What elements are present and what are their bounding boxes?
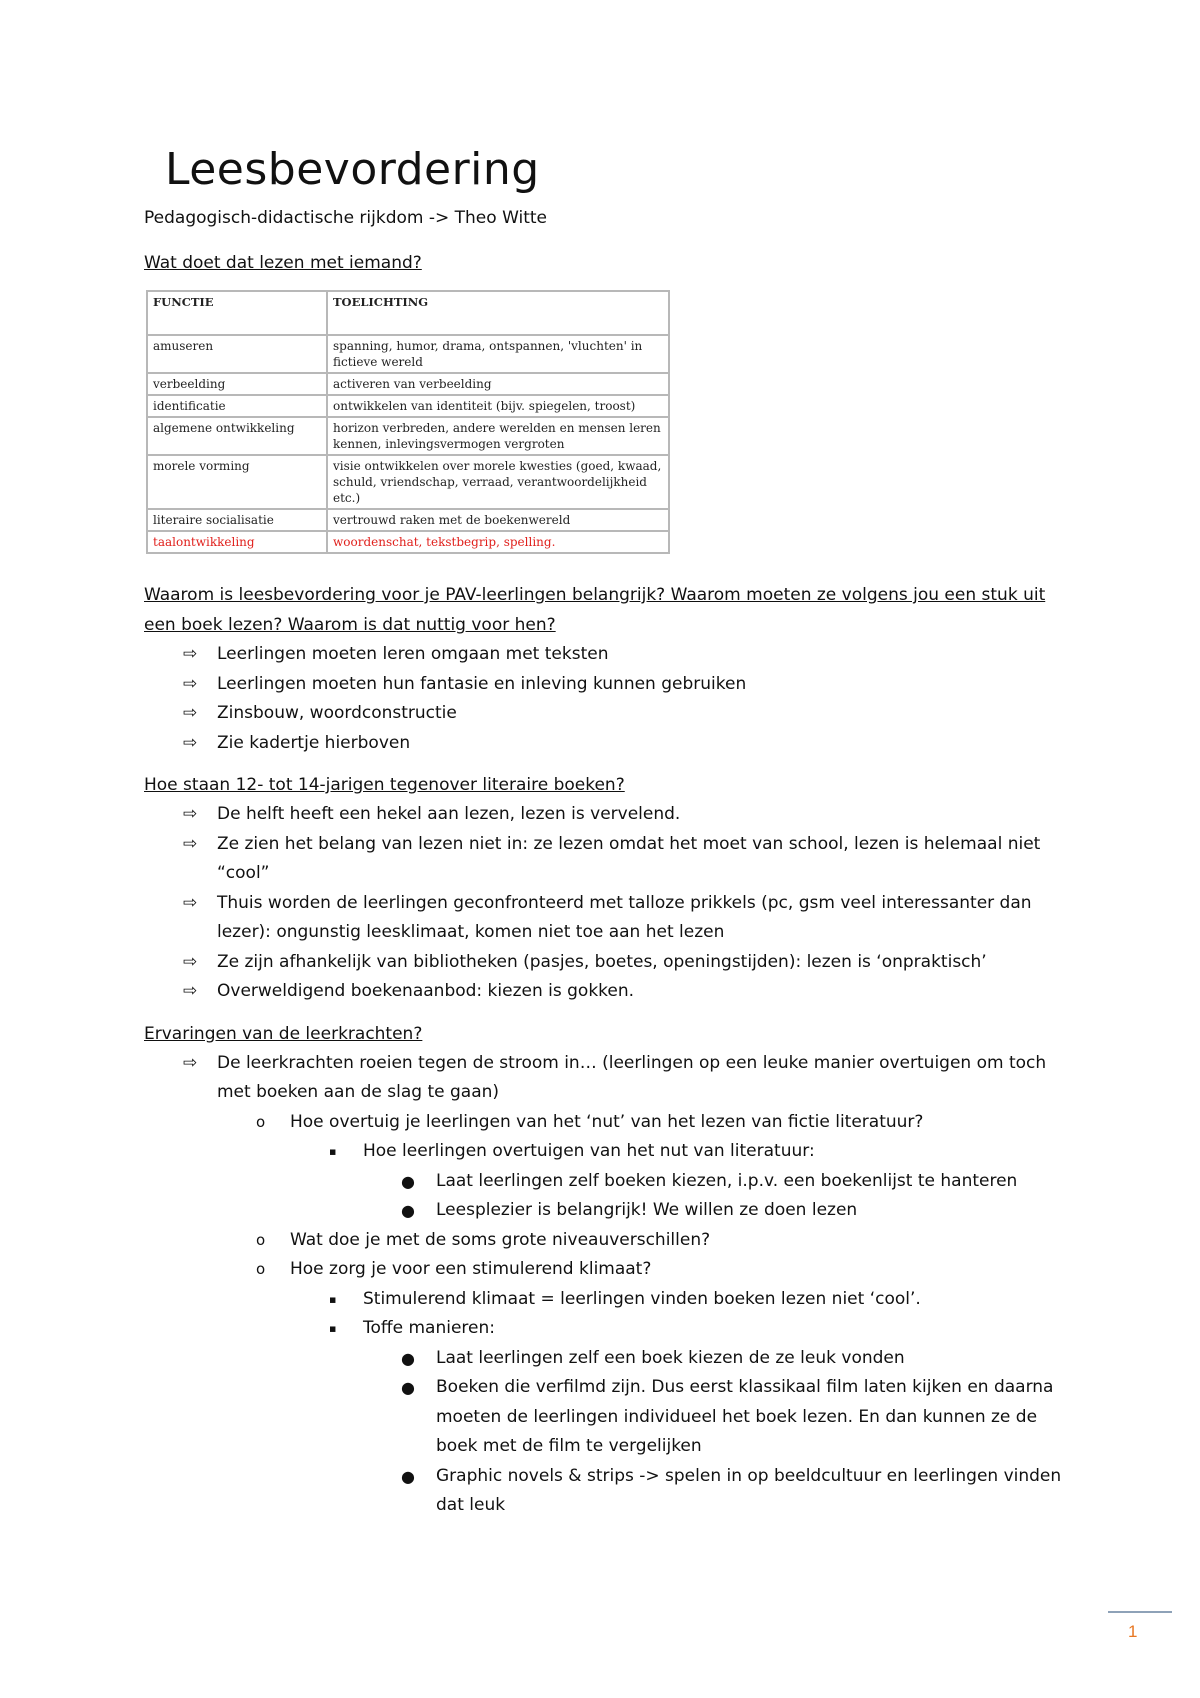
- list-item: ▪ Stimulerend klimaat = leerlingen vinden boeken lezen niet ‘cool’.: [144, 1285, 1064, 1315]
- circle-bullet-icon: o: [256, 1230, 266, 1249]
- page-title: Leesbevordering: [165, 144, 540, 195]
- sub-list: [144, 1137, 1064, 1167]
- list-item: ⇨ De leerkrachten roeien tegen de stroom in… (leerlingen op een leuke manier overtuigen om toch met boeken aan de slag te gaan): [144, 1049, 1064, 1108]
- list-item: ⇨ Overweldigend boekenaanbod: kiezen is gokken.: [144, 977, 1064, 1007]
- section2-list: [144, 640, 1064, 758]
- bullet-icon: ●: [401, 1171, 415, 1191]
- table-row: [147, 417, 669, 455]
- list-item: ● Boeken die verfilmd zijn. Dus eerst klassikaal film laten kijken en daarna moeten de leerlingen individueel het boek lezen. En dan kunnen ze de boek met de film te vergelijken: [144, 1373, 1064, 1462]
- list-item: ● Leesplezier is belangrijk! We willen ze doen lezen: [144, 1196, 1064, 1226]
- table-header-cell: TOELICHTING: [327, 291, 669, 335]
- table-cell: woordenschat, tekstbegrip, spelling.: [327, 531, 669, 553]
- table-cell: visie ontwikkelen over morele kwesties (goed, kwaad, schuld, vriendschap, verraad, verantwoordelijkheid etc.): [327, 455, 669, 509]
- table-cell: algemene ontwikkeling: [147, 417, 327, 455]
- table-cell: literaire socialisatie: [147, 509, 327, 531]
- list-item: ⇨ Leerlingen moeten leren omgaan met teksten: [144, 640, 1064, 670]
- footer-divider: [1108, 1611, 1172, 1613]
- table-row-highlighted: [147, 531, 669, 553]
- table-cell: vertrouwd raken met de boekenwereld: [327, 509, 669, 531]
- list-item: o Hoe zorg je voor een stimulerend klimaat?: [144, 1255, 1064, 1285]
- list-item: ⇨ Thuis worden de leerlingen geconfronteerd met talloze prikkels (pc, gsm veel interessanter dan lezer): ongunstig leesklimaat, komen niet toe aan het lezen: [144, 889, 1064, 948]
- point-list: [144, 1167, 1064, 1226]
- section3-heading: Hoe staan 12- tot 14-jarigen tegenover literaire boeken?: [144, 775, 625, 795]
- table-row: [147, 395, 669, 417]
- point-list: [144, 1344, 1064, 1521]
- list-item: ⇨ De helft heeft een hekel aan lezen, lezen is vervelend.: [144, 800, 1064, 830]
- list-item: ● Laat leerlingen zelf boeken kiezen, i.p.v. een boekenlijst te hanteren: [144, 1167, 1064, 1197]
- arrow-right-icon: ⇨: [183, 981, 198, 1001]
- table-header-cell: FUNCTIE: [147, 291, 327, 335]
- arrow-right-icon: ⇨: [183, 1052, 198, 1073]
- section4-heading: Ervaringen van de leerkrachten?: [144, 1023, 423, 1044]
- table-cell: ontwikkelen van identiteit (bijv. spiegelen, troost): [327, 395, 669, 417]
- list-item: ▪ Hoe leerlingen overtuigen van het nut van literatuur:: [144, 1137, 1064, 1167]
- function-table: [146, 290, 670, 554]
- bullet-icon: ●: [401, 1378, 415, 1397]
- circle-bullet-icon: o: [256, 1260, 266, 1278]
- table-row: [147, 509, 669, 531]
- table-row: [147, 455, 669, 509]
- page-number: 1: [1128, 1622, 1138, 1641]
- square-bullet-icon: ▪: [329, 1145, 337, 1158]
- table-header-row: [147, 291, 669, 335]
- arrow-right-icon: ⇨: [183, 892, 198, 913]
- question-list: [144, 1108, 1064, 1138]
- bullet-icon: ●: [401, 1201, 415, 1220]
- arrow-right-icon: ⇨: [183, 732, 198, 753]
- list-item: ▪ Toffe manieren:: [144, 1314, 1064, 1344]
- arrow-right-icon: ⇨: [183, 951, 198, 972]
- table-row: [147, 373, 669, 395]
- table-cell: activeren van verbeelding: [327, 373, 669, 395]
- table-cell: identificatie: [147, 395, 327, 417]
- square-bullet-icon: ▪: [329, 1292, 337, 1306]
- section4-list: [144, 1049, 1064, 1108]
- table-cell: taalontwikkeling: [147, 531, 327, 553]
- list-item: ● Graphic novels & strips -> spelen in op beeldcultuur en leerlingen vinden dat leuk: [144, 1462, 1064, 1521]
- bullet-icon: ●: [401, 1466, 415, 1486]
- table-cell: horizon verbreden, andere werelden en mensen leren kennen, inlevingsvermogen vergroten: [327, 417, 669, 455]
- list-item: ⇨ Zinsbouw, woordconstructie: [144, 699, 1064, 729]
- subtitle: Pedagogisch-didactische rijkdom -> Theo Witte: [144, 208, 548, 228]
- sub-list: [144, 1285, 1064, 1344]
- list-item: ● Laat leerlingen zelf een boek kiezen de ze leuk vonden: [144, 1344, 1064, 1374]
- list-item: ⇨ Leerlingen moeten hun fantasie en inleving kunnen gebruiken: [144, 670, 1064, 700]
- table-cell: morele vorming: [147, 455, 327, 509]
- arrow-right-icon: ⇨: [183, 644, 198, 664]
- arrow-right-icon: ⇨: [183, 804, 198, 824]
- section2-heading: Waarom is leesbevordering voor je PAV-leerlingen belangrijk? Waarom moeten ze volgens jou een stuk uit een boek lezen? Waarom is dat nuttig voor hen?: [144, 585, 1046, 635]
- table-cell: verbeelding: [147, 373, 327, 395]
- list-item: ⇨ Zie kadertje hierboven: [144, 729, 1064, 759]
- page-content: [144, 140, 1064, 1521]
- table-cell: spanning, humor, drama, ontspannen, 'vluchten' in fictieve wereld: [327, 335, 669, 373]
- section1-heading: Wat doet dat lezen met iemand?: [144, 253, 422, 273]
- table-row: [147, 335, 669, 373]
- bullet-icon: ●: [401, 1348, 415, 1368]
- square-bullet-icon: ▪: [329, 1322, 337, 1335]
- table-cell: amuseren: [147, 335, 327, 373]
- arrow-right-icon: ⇨: [183, 833, 198, 854]
- list-item: ⇨ Ze zien het belang van lezen niet in: ze lezen omdat het moet van school, lezen is helemaal niet “cool”: [144, 830, 1064, 889]
- list-item: o Wat doe je met de soms grote niveauverschillen?: [144, 1226, 1064, 1256]
- list-item: o Hoe overtuig je leerlingen van het ‘nut’ van het lezen van fictie literatuur?: [144, 1108, 1064, 1138]
- question-list: [144, 1226, 1064, 1285]
- circle-bullet-icon: o: [256, 1112, 266, 1131]
- arrow-right-icon: ⇨: [183, 703, 198, 723]
- list-item: ⇨ Ze zijn afhankelijk van bibliotheken (pasjes, boetes, openingstijden): lezen is ‘onpraktisch’: [144, 948, 1064, 978]
- section3-list: [144, 800, 1064, 1007]
- arrow-right-icon: ⇨: [183, 673, 198, 694]
